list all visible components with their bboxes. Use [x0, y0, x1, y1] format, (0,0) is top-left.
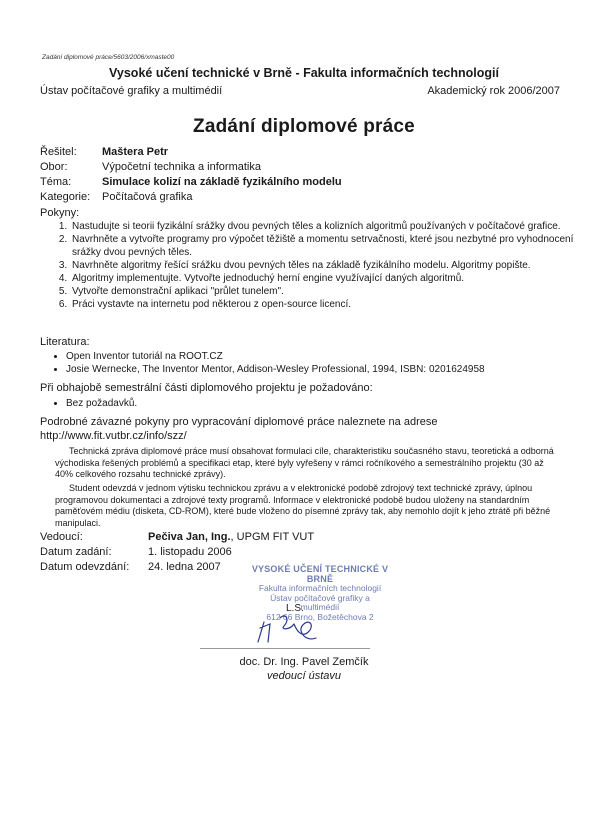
signature-icon	[250, 608, 330, 648]
document-reference: Zadání diplomové práce/5603/2006/xmaste00	[42, 54, 175, 61]
list-item: 5. Vytvořte demonstrační aplikaci "průlet tunelem".	[70, 285, 590, 298]
department-name: Ústav počítačové grafiky a multimédií	[40, 85, 223, 97]
requirements-heading: Při obhajobě semestrální části diplomového projektu je požadováno:	[40, 382, 373, 394]
supervisor-name: Pečiva Jan, Ing.	[148, 531, 231, 543]
signer-name: doc. Dr. Ing. Pavel Zemčík	[239, 656, 369, 668]
school-name: Vysoké učení technické v Brně - Fakulta informačních technologií	[109, 66, 499, 80]
list-item: • Josie Wernecke, The Inventor Mentor, Addison-Wesley Professional, 1994, ISBN: 0201624958	[66, 363, 596, 376]
list-item: 1. Nastudujte si teorii fyzikální srážky dvou pevných těles a kolizních algoritmů používaných v počítačové grafice.	[70, 220, 590, 233]
assigned-date-label: Datum zadání:	[40, 546, 112, 558]
stamp-line: 612 66 Brno, Božetěchova 2	[266, 611, 374, 622]
due-date-value: 24. ledna 2007	[148, 561, 221, 573]
list-item: 4. Algoritmy implementujte. Vytvořte jednoduchý herní engine využívající daných algoritmů.	[70, 272, 590, 285]
instructions-heading: Pokyny:	[40, 207, 80, 219]
guidelines-text: Podrobné závazné pokyny pro vypracování diplomové práce naleznete na adrese http://www.fit.vutbr.cz/info/szz/	[40, 416, 438, 442]
field-label: Obor:	[40, 161, 68, 173]
due-date-label: Datum odevzdání:	[40, 561, 130, 573]
list-item: 3. Navrhněte algoritmy řešící srážku dvou pevných těles na základě fyzikálního modelu. Algoritmy popište.	[70, 259, 590, 272]
ls-mark: L.S.	[286, 603, 304, 614]
topic-value: Simulace kolizí na základě fyzikálního modelu	[102, 176, 342, 188]
instructions-list	[40, 220, 590, 311]
category-label: Kategorie:	[40, 191, 91, 203]
solver-label: Řešitel:	[40, 146, 77, 158]
stamp-line: Fakulta informačních technologií	[258, 583, 382, 593]
solver-value: Maštera Petr	[102, 146, 169, 158]
stamp-line: VYSOKÉ UČENÍ TECHNICKÉ V BRNĚ	[251, 564, 389, 584]
submission-requirements-paragraph: Student odevzdá v jednom výtisku technickou zprávu a v elektronické podobě zdrojový text technické zprávy, úplnou programovou dokumentaci a zdrojové texty programů. Informace v elektronické podobě budou uloženy na standardním paměťovém médiu (disketa, CD-ROM), které bude vloženo do písemné zprávy tak, aby nemohlo dojít k jeho ztrátě při běžné manipulaci.	[55, 483, 551, 528]
list-item: 2. Navrhněte a vytvořte programy pro výpočet těžiště a momentu setrvačnosti, které jsou nezbytné pro vyhodnocení srážky dvou pevných těles.	[70, 233, 590, 259]
field-value: Výpočetní technika a informatika	[102, 161, 261, 173]
category-value: Počítačová grafika	[102, 191, 193, 203]
literature-list	[40, 350, 596, 376]
list-item: 6. Práci vystavte na internetu pod některou z open-source licencí.	[70, 298, 590, 311]
list-item: • Open Inventor tutoriál na ROOT.CZ	[66, 350, 596, 363]
literature-heading: Literatura:	[40, 336, 90, 348]
list-item: • Bez požadavků.	[66, 397, 596, 410]
signature-line	[200, 648, 370, 649]
signer-role: vedoucí ústavu	[267, 670, 341, 682]
supervisor-value	[148, 531, 314, 543]
page-title: Zadání diplomové práce	[193, 116, 415, 137]
assigned-date-value: 1. listopadu 2006	[148, 546, 232, 558]
requirements-list	[40, 397, 596, 410]
topic-label: Téma:	[40, 176, 72, 188]
report-requirements-paragraph: Technická zpráva diplomové práce musí obsahovat formulaci cíle, charakteristiku současného stavu, teoretická a odborná východiska řešených problémů a specifikaci etap, které byly vyřešeny v rámci ročníkového a semestrálního projektu (30 až 40% celkového rozsahu technické zprávy).	[55, 446, 554, 479]
stamp-line: Ústav počítačové grafiky a multimédií	[270, 592, 370, 612]
academic-year: Akademický rok 2006/2007	[427, 85, 560, 97]
supervisor-unit: , UPGM FIT VUT	[230, 531, 315, 543]
supervisor-label: Vedoucí:	[40, 531, 83, 543]
